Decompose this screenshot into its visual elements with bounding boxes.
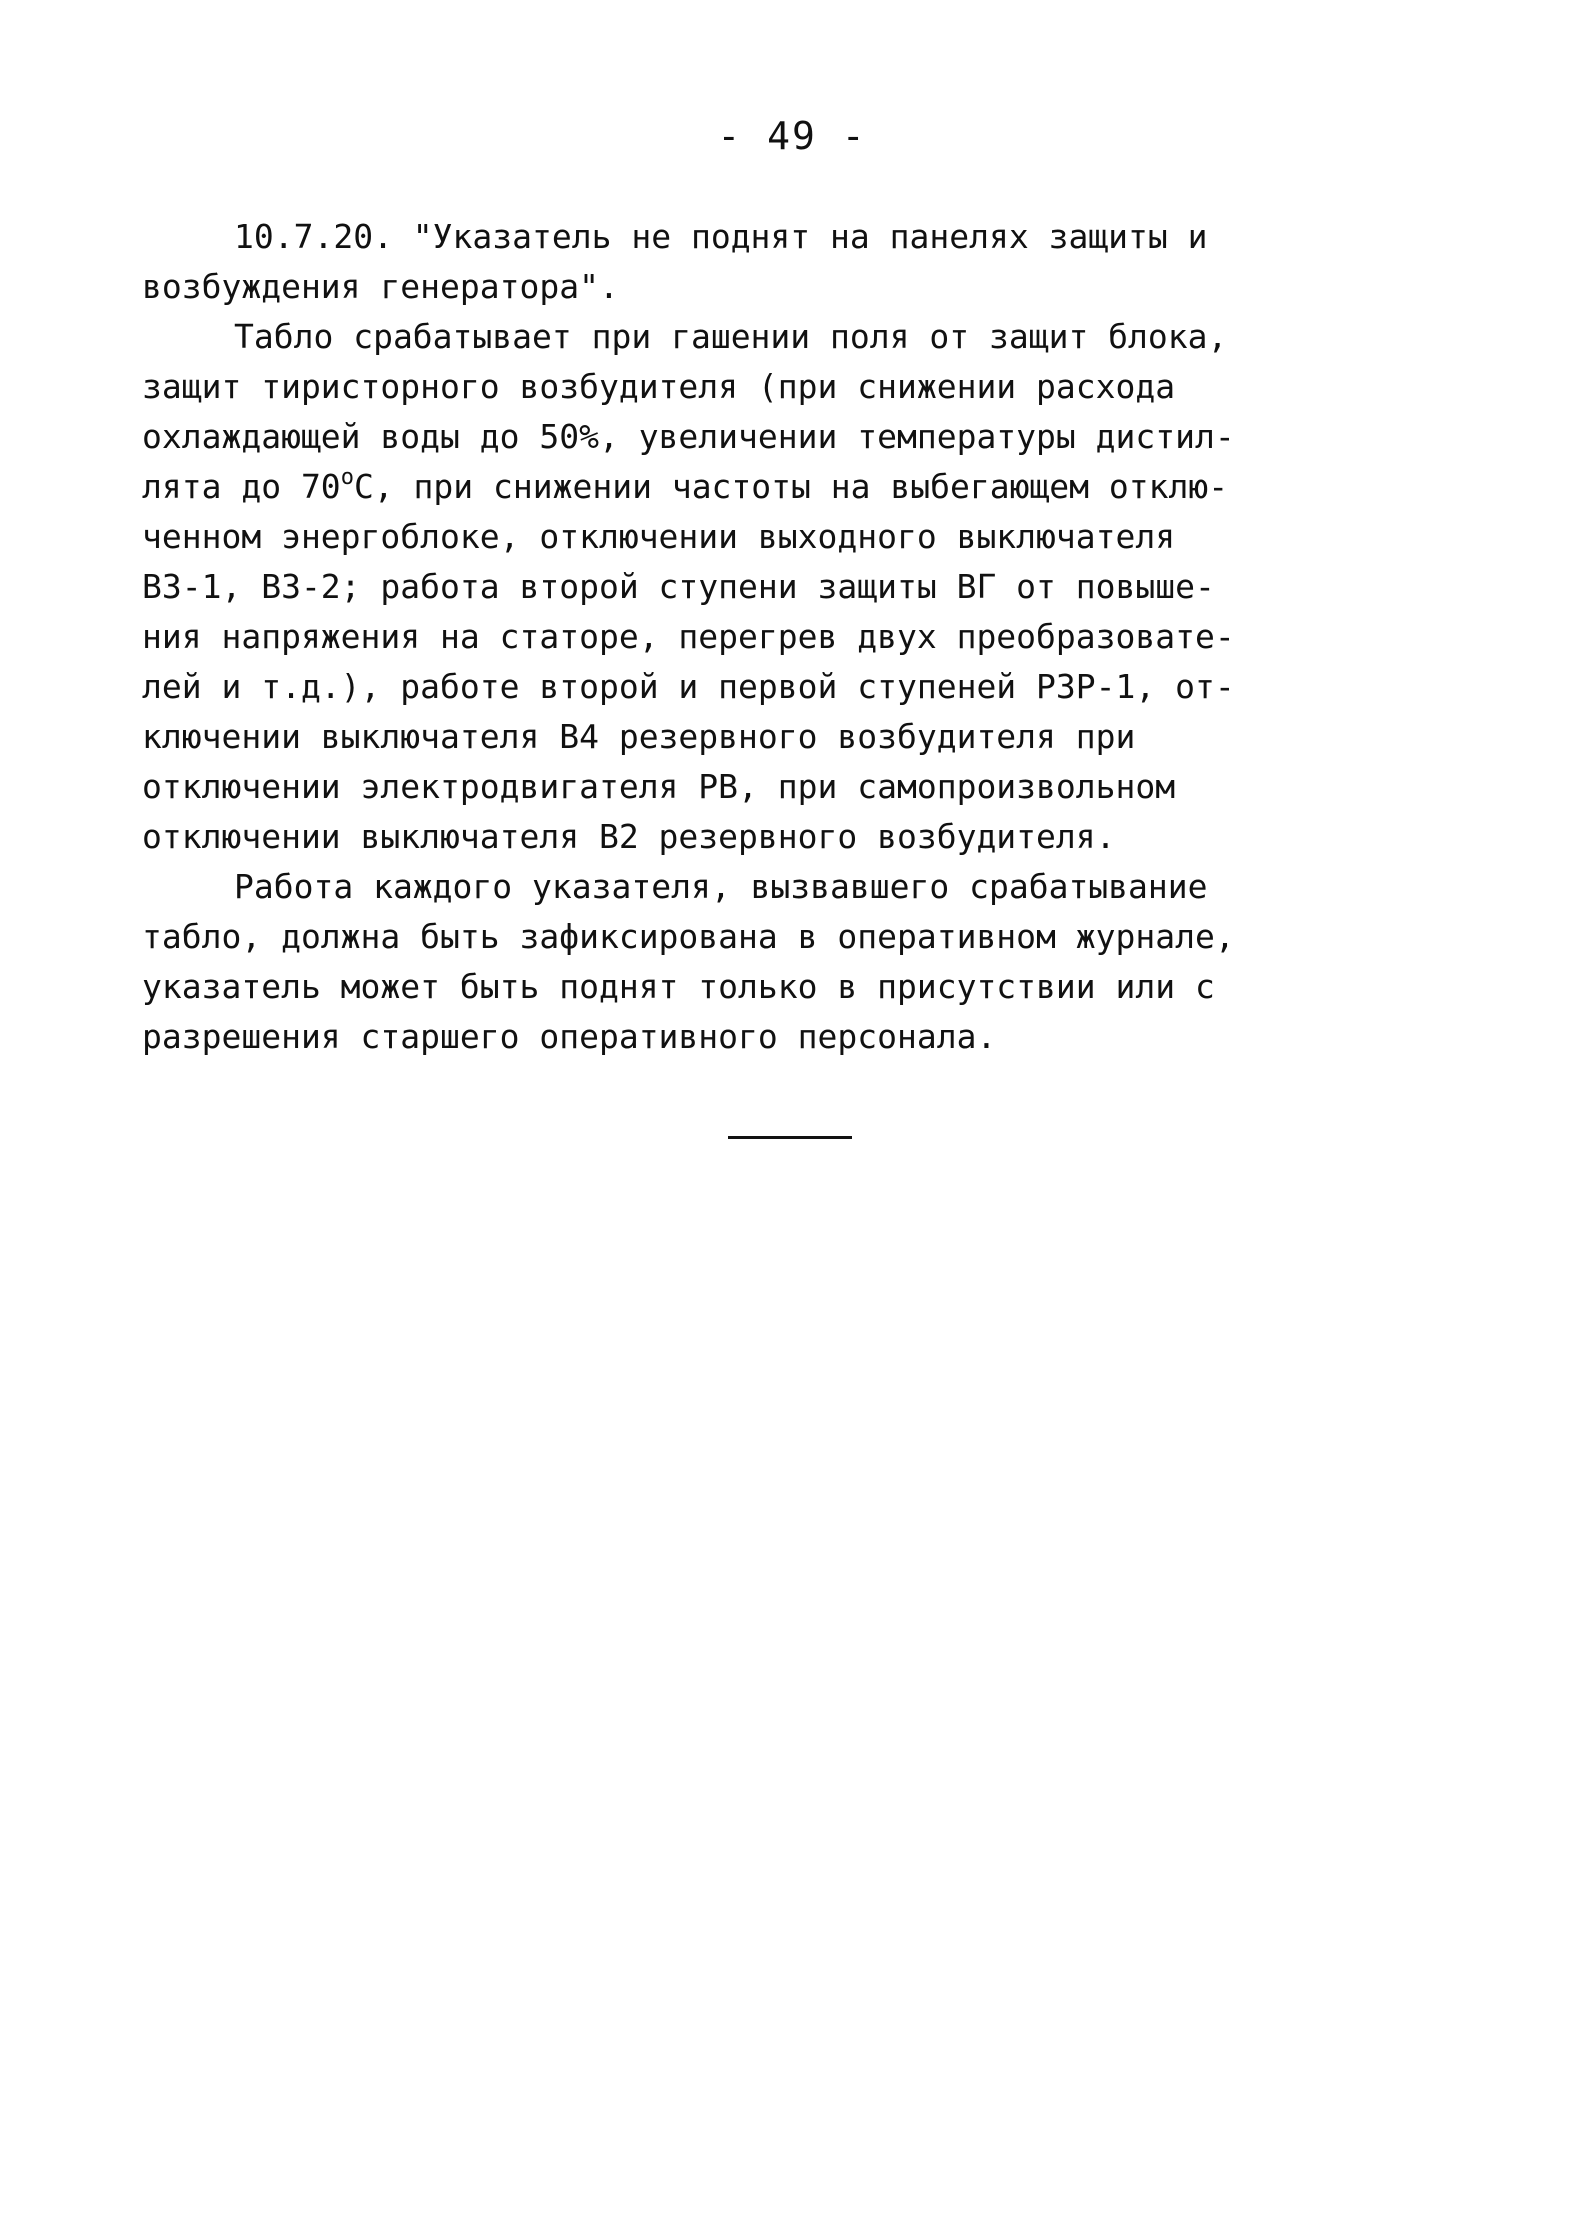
paragraph1-line-9: ключении выключателя В4 резервного возбудителя при <box>142 717 1136 756</box>
paragraph1-line-11: отключении выключателя В2 резервного возбудителя. <box>142 817 1116 856</box>
paragraph1-line-8: лей и т.д.), работе второй и первой ступеней РЗР-1, от- <box>142 667 1235 706</box>
paragraph1-line-4 <box>142 462 1482 512</box>
paragraph1-line-10: отключении электродвигателя РВ, при самопроизвольном <box>142 767 1176 806</box>
paragraph1-line-7: ния напряжения на статоре, перегрев двух преобразовате- <box>142 617 1235 656</box>
page-number: - 49 - <box>717 114 867 158</box>
degree-superscript: o <box>340 465 354 490</box>
paragraph1-line-4-start: лята до 70 <box>142 467 341 506</box>
end-of-section-rule <box>728 1136 852 1139</box>
paragraph2-line-1: Работа каждого указателя, вызвавшего срабатывание <box>234 867 1208 906</box>
paragraph1-line-4-end: С, при снижении частоты на выбегающем отклю- <box>353 467 1229 506</box>
paragraph1-line-5: ченном энергоблоке, отключении выходного выключателя <box>142 517 1176 556</box>
section-heading-line-2: возбуждения генератора". <box>142 267 619 306</box>
body-text <box>142 212 1482 1062</box>
paragraph2-line-4: разрешения старшего оперативного персонала. <box>142 1017 997 1056</box>
paragraph1-line-3: охлаждающей воды до 50%, увеличении температуры дистил- <box>142 417 1235 456</box>
paragraph2-line-2: табло, должна быть зафиксирована в оперативном журнале, <box>142 917 1235 956</box>
paragraph1-line-6: ВЗ-1, ВЗ-2; работа второй ступени защиты ВГ от повыше- <box>142 567 1215 606</box>
section-heading-line-1: 10.7.20. "Указатель не поднят на панелях защиты и <box>234 217 1208 256</box>
paragraph1-line-2: защит тиристорного возбудителя (при снижении расхода <box>142 367 1176 406</box>
paragraph2-line-3: указатель может быть поднят только в присутствии или с <box>142 967 1215 1006</box>
paragraph1-line-1: Табло срабатывает при гашении поля от защит блока, <box>234 317 1228 356</box>
